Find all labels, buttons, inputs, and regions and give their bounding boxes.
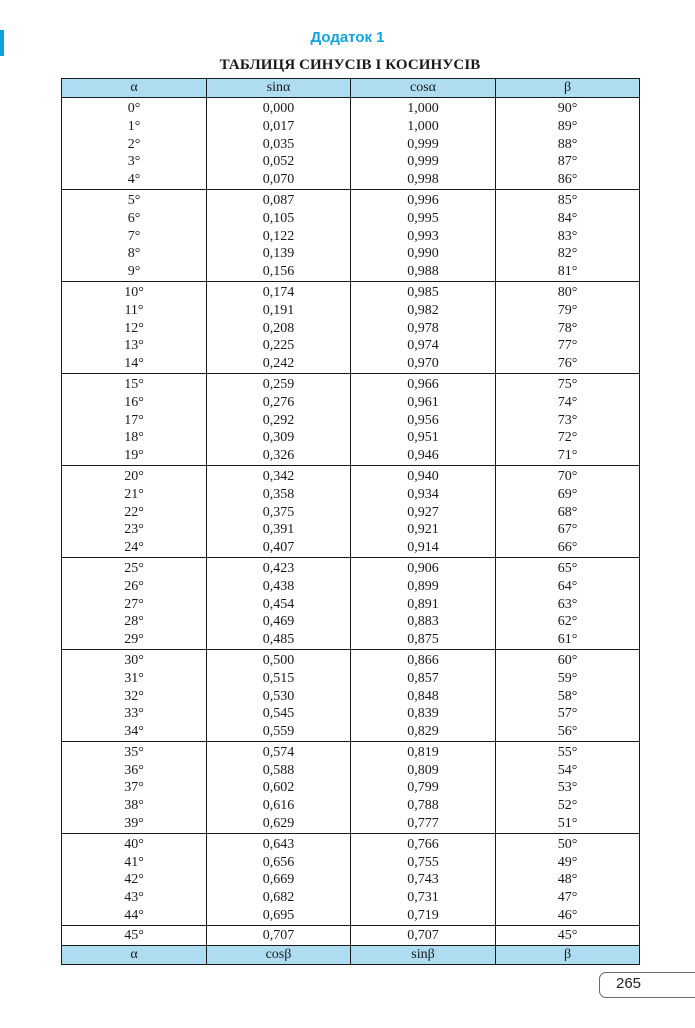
angle-alpha-cell: 32°: [62, 688, 207, 706]
table-row: [62, 578, 640, 596]
angle-alpha-cell: 6°: [62, 210, 207, 228]
sine-cosine-table: [61, 78, 640, 965]
sin-value-cell: 0,292: [207, 412, 351, 430]
table-row: [62, 302, 640, 320]
table-footer-row: [62, 945, 640, 964]
angle-beta-cell: 75°: [496, 373, 640, 393]
table-row: [62, 762, 640, 780]
angle-beta-cell: 62°: [496, 613, 640, 631]
angle-beta-cell: 87°: [496, 153, 640, 171]
angle-alpha-cell: 23°: [62, 521, 207, 539]
cos-value-cell: 0,891: [351, 596, 496, 614]
table-body: [62, 98, 640, 946]
table-title: ТАБЛИЦЯ СИНУСІВ І КОСИНУСІВ: [219, 57, 481, 73]
cos-value-cell: 0,857: [351, 670, 496, 688]
angle-alpha-cell: 37°: [62, 779, 207, 797]
angle-beta-cell: 57°: [496, 705, 640, 723]
sin-value-cell: 0,669: [207, 871, 351, 889]
table-row: [62, 355, 640, 373]
cos-value-cell: 0,988: [351, 263, 496, 281]
angle-alpha-cell: 5°: [62, 189, 207, 209]
angle-beta-cell: 68°: [496, 504, 640, 522]
sin-value-cell: 0,087: [207, 189, 351, 209]
cos-value-cell: 0,906: [351, 557, 496, 577]
table-row: [62, 189, 640, 209]
cos-value-cell: 0,970: [351, 355, 496, 373]
cos-value-cell: 1,000: [351, 98, 496, 118]
cos-value-cell: 0,998: [351, 171, 496, 189]
angle-beta-cell: 47°: [496, 889, 640, 907]
sin-value-cell: 0,156: [207, 263, 351, 281]
angle-beta-cell: 56°: [496, 723, 640, 741]
cos-value-cell: 0,766: [351, 833, 496, 853]
table-row: [62, 373, 640, 393]
angle-alpha-cell: 36°: [62, 762, 207, 780]
angle-beta-cell: 49°: [496, 854, 640, 872]
angle-alpha-cell: 17°: [62, 412, 207, 430]
sin-value-cell: 0,559: [207, 723, 351, 741]
angle-alpha-cell: 7°: [62, 228, 207, 246]
header-sin-alpha: sinα: [207, 79, 351, 98]
table-row: [62, 723, 640, 741]
cos-value-cell: 0,743: [351, 871, 496, 889]
angle-beta-cell: 61°: [496, 631, 640, 649]
table-row: [62, 337, 640, 355]
angle-beta-cell: 73°: [496, 412, 640, 430]
angle-beta-cell: 89°: [496, 118, 640, 136]
angle-alpha-cell: 44°: [62, 907, 207, 925]
angle-alpha-cell: 15°: [62, 373, 207, 393]
sin-value-cell: 0,191: [207, 302, 351, 320]
cos-value-cell: 0,719: [351, 907, 496, 925]
sin-value-cell: 0,139: [207, 245, 351, 263]
angle-alpha-cell: 25°: [62, 557, 207, 577]
sin-value-cell: 0,391: [207, 521, 351, 539]
table-header-row: [62, 79, 640, 98]
cos-value-cell: 0,982: [351, 302, 496, 320]
sin-value-cell: 0,574: [207, 741, 351, 761]
angle-alpha-cell: 26°: [62, 578, 207, 596]
angle-alpha-cell: 11°: [62, 302, 207, 320]
angle-beta-cell: 85°: [496, 189, 640, 209]
footer-alpha: α: [62, 945, 207, 964]
table-row: [62, 98, 640, 118]
angle-alpha-cell: 45°: [62, 925, 207, 945]
cos-value-cell: 0,961: [351, 394, 496, 412]
angle-beta-cell: 46°: [496, 907, 640, 925]
angle-beta-cell: 65°: [496, 557, 640, 577]
cos-value-cell: 0,934: [351, 486, 496, 504]
cos-value-cell: 0,883: [351, 613, 496, 631]
sin-value-cell: 0,174: [207, 281, 351, 301]
angle-beta-cell: 82°: [496, 245, 640, 263]
cos-value-cell: 0,799: [351, 779, 496, 797]
cos-value-cell: 0,809: [351, 762, 496, 780]
sin-value-cell: 0,485: [207, 631, 351, 649]
cos-value-cell: 0,875: [351, 631, 496, 649]
sin-value-cell: 0,454: [207, 596, 351, 614]
cos-value-cell: 0,829: [351, 723, 496, 741]
cos-value-cell: 0,974: [351, 337, 496, 355]
cos-value-cell: 0,985: [351, 281, 496, 301]
cos-value-cell: 0,940: [351, 465, 496, 485]
table-row: [62, 228, 640, 246]
angle-beta-cell: 50°: [496, 833, 640, 853]
angle-beta-cell: 77°: [496, 337, 640, 355]
cos-value-cell: 0,914: [351, 539, 496, 557]
angle-beta-cell: 52°: [496, 797, 640, 815]
cos-value-cell: 0,946: [351, 447, 496, 465]
angle-alpha-cell: 29°: [62, 631, 207, 649]
sin-value-cell: 0,309: [207, 429, 351, 447]
angle-alpha-cell: 8°: [62, 245, 207, 263]
sin-value-cell: 0,000: [207, 98, 351, 118]
sin-value-cell: 0,225: [207, 337, 351, 355]
table-row: [62, 539, 640, 557]
angle-alpha-cell: 34°: [62, 723, 207, 741]
sin-value-cell: 0,276: [207, 394, 351, 412]
sin-value-cell: 0,695: [207, 907, 351, 925]
angle-alpha-cell: 22°: [62, 504, 207, 522]
angle-beta-cell: 48°: [496, 871, 640, 889]
sin-value-cell: 0,588: [207, 762, 351, 780]
angle-alpha-cell: 31°: [62, 670, 207, 688]
angle-alpha-cell: 1°: [62, 118, 207, 136]
angle-alpha-cell: 41°: [62, 854, 207, 872]
angle-alpha-cell: 10°: [62, 281, 207, 301]
sin-value-cell: 0,656: [207, 854, 351, 872]
cos-value-cell: 0,788: [351, 797, 496, 815]
header-cos-alpha: cosα: [351, 79, 496, 98]
cos-value-cell: 1,000: [351, 118, 496, 136]
sin-value-cell: 0,629: [207, 815, 351, 833]
angle-beta-cell: 55°: [496, 741, 640, 761]
cos-value-cell: 0,707: [351, 925, 496, 945]
angle-alpha-cell: 40°: [62, 833, 207, 853]
table-row: [62, 429, 640, 447]
angle-alpha-cell: 21°: [62, 486, 207, 504]
angle-beta-cell: 66°: [496, 539, 640, 557]
sin-value-cell: 0,469: [207, 613, 351, 631]
sin-value-cell: 0,122: [207, 228, 351, 246]
angle-alpha-cell: 18°: [62, 429, 207, 447]
table-row: [62, 779, 640, 797]
sin-value-cell: 0,242: [207, 355, 351, 373]
angle-beta-cell: 72°: [496, 429, 640, 447]
angle-alpha-cell: 16°: [62, 394, 207, 412]
angle-alpha-cell: 35°: [62, 741, 207, 761]
cos-value-cell: 0,996: [351, 189, 496, 209]
sin-value-cell: 0,530: [207, 688, 351, 706]
sin-value-cell: 0,052: [207, 153, 351, 171]
cos-value-cell: 0,966: [351, 373, 496, 393]
page-number-box: [599, 972, 695, 998]
table-row: [62, 670, 640, 688]
angle-beta-cell: 63°: [496, 596, 640, 614]
angle-beta-cell: 60°: [496, 649, 640, 669]
angle-alpha-cell: 28°: [62, 613, 207, 631]
angle-alpha-cell: 38°: [62, 797, 207, 815]
angle-beta-cell: 45°: [496, 925, 640, 945]
sin-value-cell: 0,035: [207, 136, 351, 154]
page-number: 265: [616, 975, 642, 992]
sin-value-cell: 0,616: [207, 797, 351, 815]
angle-alpha-cell: 14°: [62, 355, 207, 373]
sin-value-cell: 0,342: [207, 465, 351, 485]
angle-beta-cell: 88°: [496, 136, 640, 154]
table-row: [62, 925, 640, 945]
cos-value-cell: 0,866: [351, 649, 496, 669]
cos-value-cell: 0,899: [351, 578, 496, 596]
table-row: [62, 465, 640, 485]
angle-alpha-cell: 43°: [62, 889, 207, 907]
angle-beta-cell: 71°: [496, 447, 640, 465]
cos-value-cell: 0,993: [351, 228, 496, 246]
header-beta: β: [496, 79, 640, 98]
cos-value-cell: 0,848: [351, 688, 496, 706]
sin-value-cell: 0,208: [207, 320, 351, 338]
angle-beta-cell: 54°: [496, 762, 640, 780]
angle-beta-cell: 64°: [496, 578, 640, 596]
cos-value-cell: 0,731: [351, 889, 496, 907]
sin-value-cell: 0,070: [207, 171, 351, 189]
table-row: [62, 705, 640, 723]
appendix-title: Додаток 1: [310, 29, 385, 46]
cos-value-cell: 0,839: [351, 705, 496, 723]
cos-value-cell: 0,999: [351, 136, 496, 154]
sin-value-cell: 0,375: [207, 504, 351, 522]
sin-value-cell: 0,326: [207, 447, 351, 465]
angle-beta-cell: 90°: [496, 98, 640, 118]
sin-value-cell: 0,515: [207, 670, 351, 688]
table-row: [62, 854, 640, 872]
angle-beta-cell: 76°: [496, 355, 640, 373]
angle-beta-cell: 81°: [496, 263, 640, 281]
angle-alpha-cell: 13°: [62, 337, 207, 355]
table-row: [62, 210, 640, 228]
table-row: [62, 320, 640, 338]
angle-beta-cell: 58°: [496, 688, 640, 706]
table-row: [62, 833, 640, 853]
table-row: [62, 907, 640, 925]
footer-cos-beta: cosβ: [207, 945, 351, 964]
cos-value-cell: 0,978: [351, 320, 496, 338]
header-alpha: α: [62, 79, 207, 98]
angle-alpha-cell: 27°: [62, 596, 207, 614]
cos-value-cell: 0,921: [351, 521, 496, 539]
angle-beta-cell: 83°: [496, 228, 640, 246]
sin-value-cell: 0,017: [207, 118, 351, 136]
angle-beta-cell: 59°: [496, 670, 640, 688]
table-row: [62, 688, 640, 706]
angle-beta-cell: 70°: [496, 465, 640, 485]
cos-value-cell: 0,819: [351, 741, 496, 761]
angle-alpha-cell: 4°: [62, 171, 207, 189]
table-row: [62, 136, 640, 154]
table-row: [62, 153, 640, 171]
sin-value-cell: 0,707: [207, 925, 351, 945]
footer-sin-beta: sinβ: [351, 945, 496, 964]
sin-value-cell: 0,545: [207, 705, 351, 723]
angle-alpha-cell: 20°: [62, 465, 207, 485]
cos-value-cell: 0,999: [351, 153, 496, 171]
angle-alpha-cell: 19°: [62, 447, 207, 465]
table-row: [62, 741, 640, 761]
cos-value-cell: 0,951: [351, 429, 496, 447]
cos-value-cell: 0,777: [351, 815, 496, 833]
sin-value-cell: 0,602: [207, 779, 351, 797]
table-row: [62, 889, 640, 907]
cos-value-cell: 0,755: [351, 854, 496, 872]
angle-beta-cell: 79°: [496, 302, 640, 320]
angle-alpha-cell: 2°: [62, 136, 207, 154]
cos-value-cell: 0,927: [351, 504, 496, 522]
table-row: [62, 613, 640, 631]
table-row: [62, 596, 640, 614]
sin-value-cell: 0,500: [207, 649, 351, 669]
table-row: [62, 557, 640, 577]
table-row: [62, 504, 640, 522]
angle-alpha-cell: 39°: [62, 815, 207, 833]
angle-beta-cell: 74°: [496, 394, 640, 412]
sin-value-cell: 0,423: [207, 557, 351, 577]
table-row: [62, 281, 640, 301]
table-row: [62, 412, 640, 430]
table-row: [62, 447, 640, 465]
angle-alpha-cell: 12°: [62, 320, 207, 338]
sin-value-cell: 0,438: [207, 578, 351, 596]
angle-beta-cell: 86°: [496, 171, 640, 189]
angle-alpha-cell: 3°: [62, 153, 207, 171]
table-row: [62, 118, 640, 136]
angle-alpha-cell: 33°: [62, 705, 207, 723]
angle-alpha-cell: 30°: [62, 649, 207, 669]
cos-value-cell: 0,995: [351, 210, 496, 228]
angle-beta-cell: 51°: [496, 815, 640, 833]
table-row: [62, 797, 640, 815]
cos-value-cell: 0,990: [351, 245, 496, 263]
table-row: [62, 486, 640, 504]
angle-alpha-cell: 24°: [62, 539, 207, 557]
table-row: [62, 631, 640, 649]
table-row: [62, 394, 640, 412]
sin-value-cell: 0,358: [207, 486, 351, 504]
angle-beta-cell: 69°: [496, 486, 640, 504]
angle-beta-cell: 80°: [496, 281, 640, 301]
table-row: [62, 263, 640, 281]
table-row: [62, 871, 640, 889]
sin-value-cell: 0,643: [207, 833, 351, 853]
angle-beta-cell: 67°: [496, 521, 640, 539]
sin-value-cell: 0,407: [207, 539, 351, 557]
sin-value-cell: 0,259: [207, 373, 351, 393]
cos-value-cell: 0,956: [351, 412, 496, 430]
footer-beta: β: [496, 945, 640, 964]
table-row: [62, 245, 640, 263]
table-row: [62, 171, 640, 189]
table-row: [62, 521, 640, 539]
angle-alpha-cell: 0°: [62, 98, 207, 118]
sin-value-cell: 0,682: [207, 889, 351, 907]
table-row: [62, 815, 640, 833]
angle-beta-cell: 53°: [496, 779, 640, 797]
sin-value-cell: 0,105: [207, 210, 351, 228]
angle-alpha-cell: 9°: [62, 263, 207, 281]
angle-beta-cell: 78°: [496, 320, 640, 338]
angle-beta-cell: 84°: [496, 210, 640, 228]
table-row: [62, 649, 640, 669]
angle-alpha-cell: 42°: [62, 871, 207, 889]
